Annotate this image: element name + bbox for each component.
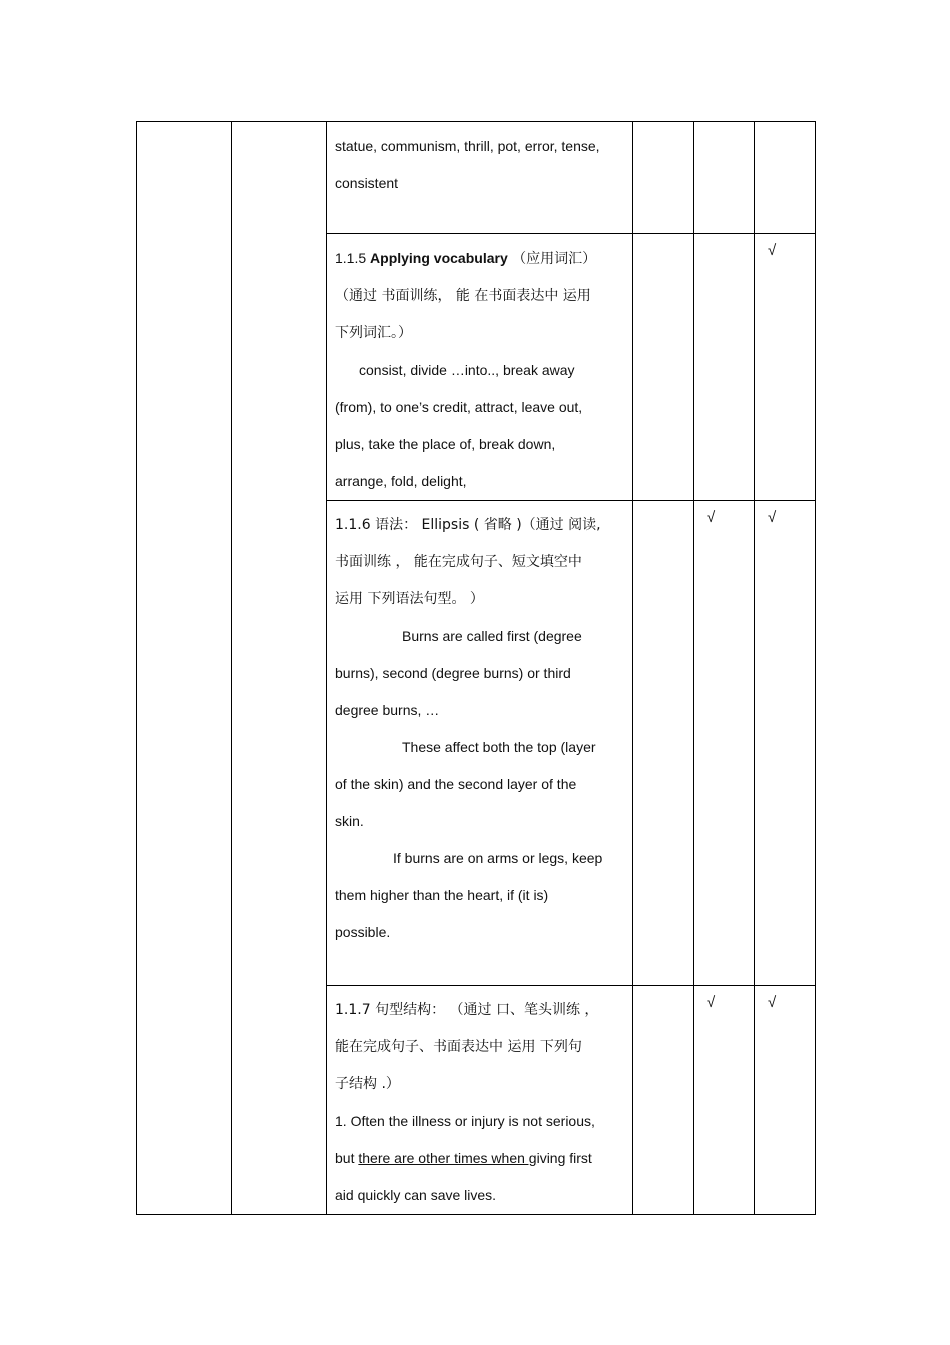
check-cell-b: [694, 122, 755, 234]
content-line: degree burns, …: [335, 702, 440, 718]
content-line: （通过 书面训练， 能 在书面表达中 运用: [335, 288, 591, 304]
check-cell-a: [633, 234, 694, 501]
check-cell-a: [633, 122, 694, 234]
check-cell-a: [633, 986, 694, 1215]
subcategory-cell: [232, 122, 327, 1215]
content-line: These affect both the top (layer: [402, 739, 596, 755]
content-cell: [327, 122, 633, 234]
check-cell-b: [694, 234, 755, 501]
content-line: consistent: [335, 175, 399, 191]
content-line: burns), second (degree burns) or third: [335, 665, 571, 681]
content-line: (from), to one’s credit, attract, leave out,: [335, 399, 583, 415]
content-line: arrange, fold, delight,: [335, 473, 467, 489]
content-line: them higher than the heart, if (it is): [335, 887, 549, 903]
check-cell-b: [694, 501, 755, 986]
curriculum-table: [136, 121, 816, 1215]
check-cell-c: [755, 122, 816, 234]
check-cell-a: [633, 501, 694, 986]
content-cell: [327, 501, 633, 986]
content-heading: 1.1.5 Applying vocabulary （应用词汇）: [335, 250, 597, 267]
checkmark: √: [768, 509, 777, 526]
checkmark: √: [768, 994, 777, 1011]
content-line: 1. Often the illness or injury is not serious,: [335, 1113, 595, 1129]
content-cell: [327, 986, 633, 1215]
content-line: but there are other times when giving first: [335, 1150, 592, 1166]
content-line: statue, communism, thrill, pot, error, tense,: [335, 138, 600, 154]
content-line: Burns are called first (degree: [402, 628, 582, 644]
content-line: consist, divide …into.., break away: [359, 362, 575, 378]
checkmark: √: [707, 509, 716, 526]
content-line: of the skin) and the second layer of the: [335, 776, 577, 792]
category-cell: [137, 122, 232, 1215]
check-cell-c: [755, 986, 816, 1215]
check-cell-b: [694, 986, 755, 1215]
content-line: If burns are on arms or legs, keep: [393, 850, 603, 866]
content-line: aid quickly can save lives.: [335, 1187, 497, 1203]
content-cell: [327, 234, 633, 501]
check-cell-c: [755, 501, 816, 986]
content-line: 下列词汇。）: [335, 325, 412, 341]
content-line: plus, take the place of, break down,: [335, 436, 556, 452]
underlined-phrase: there are other times when g: [358, 1150, 537, 1166]
check-cell-c: [755, 234, 816, 501]
content-line: possible.: [335, 924, 391, 940]
content-line: 1.1.7 句型结构： （通过 口、笔头训练 ，: [335, 1002, 599, 1018]
content-line: 能在完成句子、书面表达中 运用 下列句: [335, 1039, 582, 1055]
content-line: 子结构 .）: [335, 1076, 400, 1092]
checkmark: √: [707, 994, 716, 1011]
content-line: skin.: [335, 813, 364, 829]
content-line: 1.1.6 语法： Ellipsis ( 省略 )（通过 阅读,: [335, 517, 601, 533]
content-line: 运用 下列语法句型。 ）: [335, 591, 484, 607]
content-line: 书面训练 ， 能在完成句子、短文填空中: [335, 554, 582, 570]
table-row: [137, 122, 816, 234]
checkmark: √: [768, 242, 777, 259]
